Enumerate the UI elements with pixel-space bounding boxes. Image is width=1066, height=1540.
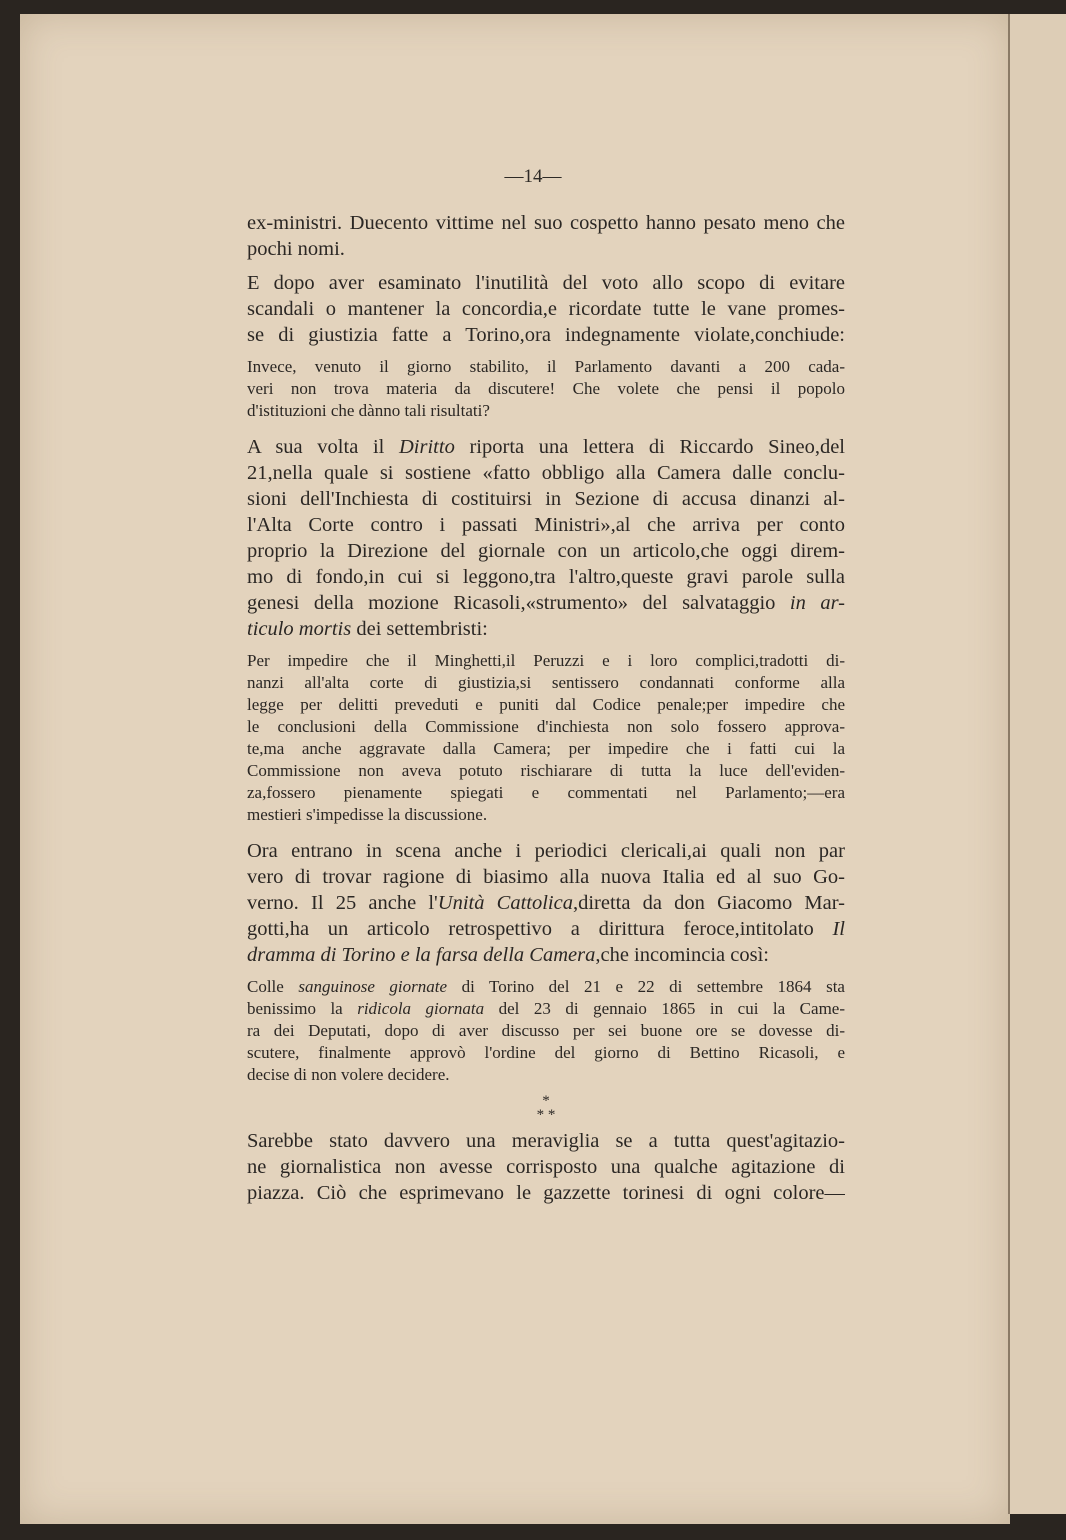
text-line: decise di non volere decidere. xyxy=(247,1065,450,1084)
text-line: genesi della mozione Ricasoli,«strumento» del salvataggio in ar- xyxy=(247,592,845,614)
latin-phrase: in ar- xyxy=(789,592,845,614)
text-line: sioni dell'Inchiesta di costituirsi in Sezione di accusa dinanzi al- xyxy=(247,488,845,510)
paragraph-1 xyxy=(247,210,845,262)
article-title: Il xyxy=(832,918,845,940)
paragraph-4 xyxy=(247,838,845,968)
text-line: proprio la Direzione del giornale con un articolo,che oggi direm- xyxy=(247,540,845,562)
text-line: pochi nomi. xyxy=(247,238,345,260)
text-line: piazza. Ciò che esprimevano le gazzette torinesi di ogni colore— xyxy=(247,1182,845,1204)
text-line: scutere, finalmente approvò l'ordine del giorno di Bettino Ricasoli, e xyxy=(247,1043,845,1062)
text-line: ticulo mortis dei settembristi: xyxy=(247,618,488,640)
text-line: se di giustizia fatte a Torino,ora indegnamente violate,conchiude: xyxy=(247,324,845,346)
text-line: l'Alta Corte contro i passati Ministri»,al che arriva per conto xyxy=(247,514,845,536)
text-line: Colle sanguinose giornate di Torino del 21 e 22 di settembre 1864 sta xyxy=(247,977,845,996)
paragraph-2 xyxy=(247,270,845,348)
paragraph-5 xyxy=(247,1128,845,1206)
text-line: le conclusioni della Commissione d'inchiesta non solo fossero approva- xyxy=(247,717,845,736)
text-line: gotti,ha un articolo retrospettivo a dirittura feroce,intitolato Il xyxy=(247,918,845,940)
text-line: Commissione non aveva potuto rischiarare di tutta la luce dell'eviden- xyxy=(247,761,845,780)
text-line: za,fossero pienamente spiegati e commentati nel Parlamento;—era xyxy=(247,783,845,802)
text-line: 21,nella quale si sostiene «fatto obbligo alla Camera dalle conclu- xyxy=(247,462,845,484)
text-line: legge per delitti preveduti e puniti dal Codice penale;per impedire che xyxy=(247,695,845,714)
article-title: dramma di Torino e la farsa della Camera xyxy=(247,944,596,966)
text-line: ex-ministri. Duecento vittime nel suo cospetto hanno pesato meno che xyxy=(247,212,845,234)
text-line: Per impedire che il Minghetti,il Peruzzi e i loro complici,tradotti di- xyxy=(247,651,845,670)
page-number: —14— xyxy=(504,166,562,187)
text-line: mo di fondo,in cui si leggono,tra l'altro,queste gravi parole sulla xyxy=(247,566,845,588)
text-line: d'istituzioni che dànno tali risultati? xyxy=(247,401,490,420)
text-line: te,ma anche aggravate dalla Camera; per impedire che i fatti cui la xyxy=(247,739,845,758)
text-line: verno. Il 25 anche l'Unità Cattolica,diretta da don Giacomo Mar- xyxy=(247,892,845,914)
text-line: Ora entrano in scena anche i periodici clericali,ai quali non par xyxy=(247,840,845,862)
text-line: mestieri s'impedisse la discussione. xyxy=(247,805,488,824)
quotation-2 xyxy=(247,650,845,826)
text-line: benissimo la ridicola giornata del 23 di gennaio 1865 in cui la Came- xyxy=(247,999,845,1018)
text-line: Sarebbe stato davvero una meraviglia se a tutta quest'agitazio- xyxy=(247,1130,845,1152)
journal-title: Unità Cattolica xyxy=(437,892,573,914)
quotation-3 xyxy=(247,976,845,1086)
text-line: ne giornalistica non avesse corrisposto una qualche agitazione di xyxy=(247,1156,845,1178)
text-line: nanzi all'alta corte di giustizia,si sentissero condannati conforme alla xyxy=(247,673,845,692)
quotation-1 xyxy=(247,356,845,422)
text-line: vero di trovar ragione di biasimo alla nuova Italia ed al suo Go- xyxy=(247,866,845,888)
text-line: A sua volta il Diritto riporta una lettera di Riccardo Sineo,del xyxy=(247,436,845,458)
section-asterism: * * * xyxy=(536,1093,556,1123)
adjacent-page-edge xyxy=(1008,14,1066,1514)
latin-phrase: ticulo mortis xyxy=(247,618,352,640)
text-line: E dopo aver esaminato l'inutilità del voto allo scopo di evitare xyxy=(247,272,845,294)
text-line: veri non trova materia da discutere! Che volete che pensi il popolo xyxy=(247,379,845,398)
journal-title: Diritto xyxy=(399,436,455,458)
text-line: scandali o mantener la concordia,e ricordate tutte le vane promes- xyxy=(247,298,845,320)
text-line: ra dei Deputati, dopo di aver discusso per sei buone ore se dovesse di- xyxy=(247,1021,845,1040)
text-line: dramma di Torino e la farsa della Camera,che incomincia così: xyxy=(247,944,769,966)
paragraph-3 xyxy=(247,434,845,642)
page-text xyxy=(247,210,845,1206)
text-line: Invece, venuto il giorno stabilito, il Parlamento davanti a 200 cada- xyxy=(247,357,845,376)
